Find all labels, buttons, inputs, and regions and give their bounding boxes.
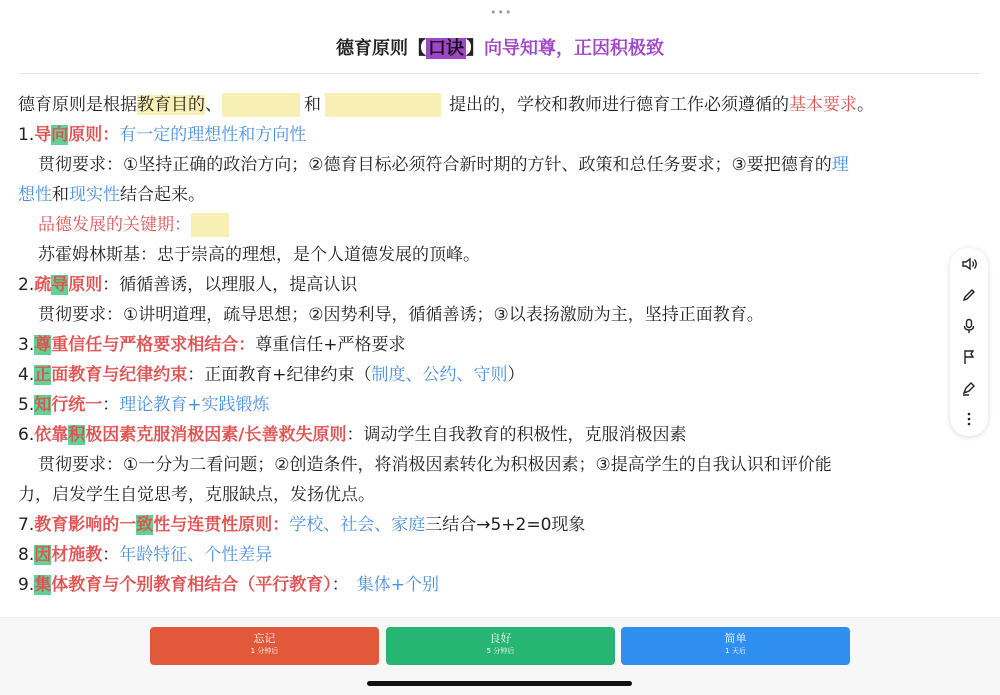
flag-icon[interactable] xyxy=(950,341,988,372)
principle-1-requirement-cont: 想性和现实性结合起来。 xyxy=(18,185,205,205)
easy-button[interactable]: 简单 1 天后 xyxy=(621,627,850,665)
mnemonic-tag: 口诀 xyxy=(428,38,464,59)
principle-6-requirement-cont: 力，启发学生自觉思考，克服缺点，发扬优点。 xyxy=(18,485,375,505)
highlight-education-goal: 教育目的 xyxy=(137,95,205,115)
card-content xyxy=(18,90,980,600)
title-main: 德育原则【 xyxy=(336,38,426,59)
card-title xyxy=(0,34,1000,60)
cloze-blank[interactable] xyxy=(222,93,300,117)
principle-6: 6.依靠积极因素克服消极因素/长善救失原则：调动学生自我教育的积极性，克服消极因素 xyxy=(18,425,687,445)
pencil-icon[interactable] xyxy=(950,279,988,310)
forget-button[interactable]: 忘记 1 分钟后 xyxy=(150,627,379,665)
divider xyxy=(18,73,980,74)
principle-6-requirement: 贯彻要求：①一分为二看问题；②创造条件，将消极因素转化为积极因素；③提高学生的自我认识和评价能 xyxy=(38,455,832,475)
mnemonic-text: 向导知尊，正因积极致 xyxy=(484,38,664,59)
title-bracket: 】 xyxy=(466,38,484,59)
speaker-icon[interactable] xyxy=(950,248,988,279)
principle-2: 2.疏导原则：循循善诱，以理服人，提高认识 xyxy=(18,275,358,295)
principle-9: 9.集体教育与个别教育相结合（平行教育）： 集体+个别 xyxy=(18,575,439,595)
top-handle-dots: ••• xyxy=(490,6,513,19)
side-toolbar xyxy=(950,248,988,436)
principle-3: 3.尊重信任与严格要求相结合：尊重信任+严格要求 xyxy=(18,335,406,355)
critical-period-line: 品德发展的关键期： xyxy=(18,210,980,240)
principle-7: 7.教育影响的一致性与连贯性原则：学校、社会、家庭三结合→5+2=0现象 xyxy=(18,515,586,535)
cloze-blank[interactable] xyxy=(191,213,229,237)
pen-icon[interactable] xyxy=(950,372,988,403)
microphone-icon[interactable] xyxy=(950,310,988,341)
principle-5: 5.知行统一：理论教育+实践锻炼 xyxy=(18,395,270,415)
principle-1: 1.导向原则：有一定的理想性和方向性 xyxy=(18,125,307,145)
home-indicator[interactable] xyxy=(367,681,632,686)
principle-4: 4.正面教育与纪律约束：正面教育+纪律约束（制度、公约、守则） xyxy=(18,365,525,385)
basic-requirement: 基本要求 xyxy=(789,95,857,115)
cloze-blank[interactable] xyxy=(325,93,441,117)
principle-2-requirement: 贯彻要求：①讲明道理，疏导思想；②因势利导，循循善诱；③以表扬激励为主，坚持正面教育。 xyxy=(38,305,764,325)
good-button[interactable]: 良好 5 分钟后 xyxy=(386,627,615,665)
more-icon[interactable] xyxy=(950,403,988,434)
intro-line: 德育原则是根据教育目的、 和 提出的，学校和教师进行德育工作必须遵循的基本要求。 xyxy=(18,95,874,115)
principle-8: 8.因材施教：年龄特征、个性差异 xyxy=(18,545,273,565)
principle-1-requirement: 贯彻要求：①坚持正确的政治方向；②德育目标必须符合新时期的方针、政策和总任务要求；③要把德育的理 xyxy=(38,155,849,175)
quote-line: 苏霍姆林斯基：忠于崇高的理想，是个人道德发展的顶峰。 xyxy=(38,245,480,265)
